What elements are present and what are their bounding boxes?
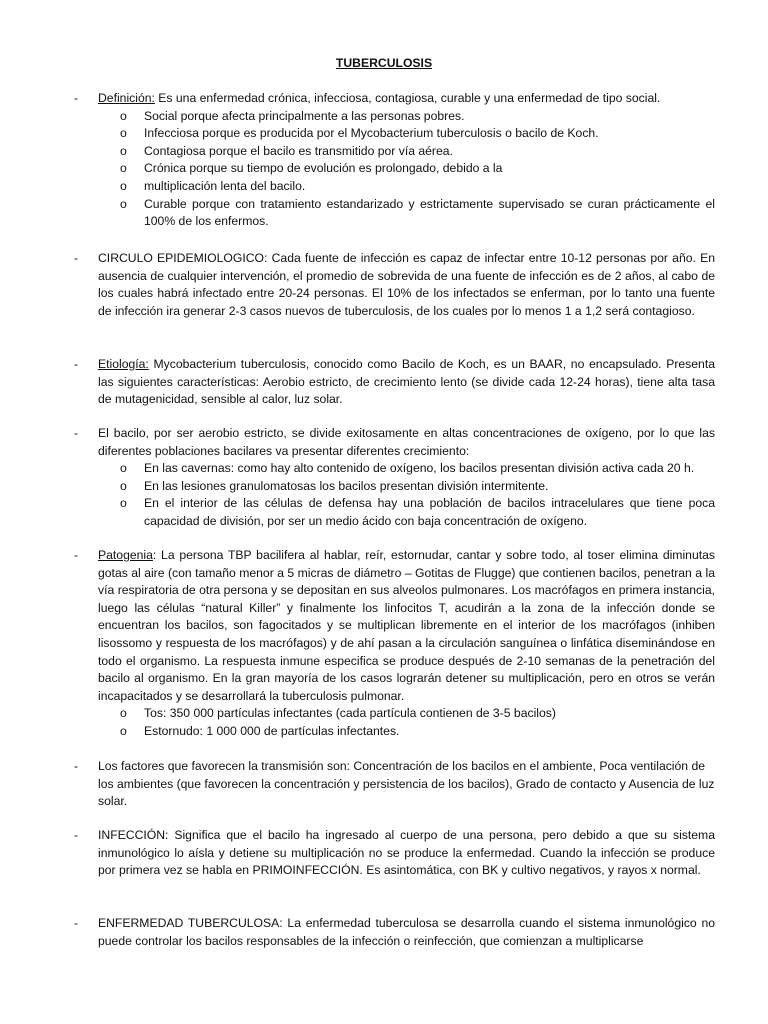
infeccion-paragraph: INFECCIÓN: Significa que el bacilo ha ingresado al cuerpo de una persona, pero debido a que su sistema inmunológico lo aísla y detiene su multiplicación no se produce la enfermedad. Cuando la infección se produce por primera vez se habla en PRIMOINFECCIÓN. Es asintomática, con BK y cultivo negativos, y rayos x normal.	[98, 828, 715, 878]
dash-marker: -	[74, 426, 79, 440]
circulo-paragraph: CIRCULO EPIDEMIOLOGICO: Cada fuente de infección es capaz de infectar entre 10-12 personas por año. En ausencia de cualquier intervención, el promedio de sobrevida de una fuente de infección es de 2 años, al cabo de los cuales habrá infectado entre 20-24 personas. El 10% de los infectados se enferman, por lo tanto una fuente de infección ira generar 2-3 casos nuevos de tuberculosis, de los cuales por lo menos 1 a 1,2 será contagioso.	[98, 251, 715, 318]
dash-marker: -	[74, 759, 79, 773]
bullet-marker: o	[120, 461, 127, 476]
list-item	[98, 705, 715, 723]
enfermedad-paragraph: ENFERMEDAD TUBERCULOSA: La enfermedad tuberculosa se desarrolla cuando el sistema inmunológico no puede controlar los bacilos responsables de la infección o reinfección, que comienzan a multiplicarse	[98, 916, 715, 948]
definicion-label: Definición:	[98, 91, 155, 105]
definicion-text: Es una enfermedad crónica, infecciosa, contagiosa, curable y una enfermedad de tipo social.	[154, 91, 661, 105]
list-item	[98, 495, 715, 530]
etiologia-label: Etiología:	[98, 357, 149, 371]
patogenia-label: Patogenia	[98, 548, 153, 562]
dash-marker: -	[74, 357, 79, 371]
section-etiologia	[74, 356, 715, 409]
list-item	[98, 460, 715, 478]
patogenia-text: : La persona TBP bacilifera al hablar, reír, estornudar, cantar y sobre todo, al toser elimina diminutas gotas al aire (con tamaño menor a 5 micras de diámetro – Gotitas de Flugge) que contienen bacilos, penetran a la vía respiratoria de otra persona y se depositan en sus alveolos pulmonares. Los macrófagos en primera instancia, luego las células “natural Killer” y finalmente los linfocitos T, acudirán a la zona de la infección donde se encuentran los bacilos, son fagocitados y se multiplican libremente en el interior de los macrófagos (inhiben lisossomo y respuesta de los macrófagos) y de ahí pasan a la circulación sanguínea o linfática diseminándose en todo el organismo. La respuesta inmune especifica se produce después de 2-10 semanas de la penetración del bacilo al organismo. En la gran mayoría de los casos lograrán detener su multiplicación, pero en otros se verán incapacitados y se desarrollará la tuberculosis pulmonar.	[98, 548, 715, 703]
bullet-marker: o	[120, 108, 127, 123]
section-bacilo	[74, 425, 715, 531]
list-item-text: En el interior de las células de defensa hay una población de bacilos intracelulares que tiene poca capacidad de división, por ser un medio ácido con baja concentración de oxígeno.	[144, 496, 715, 528]
dash-marker: -	[74, 916, 79, 930]
list-item-text: En las lesiones granulomatosas los bacilos presentan división intermitente.	[144, 478, 549, 493]
patogenia-paragraph	[98, 547, 715, 705]
bullet-marker: o	[120, 196, 127, 211]
list-item-text: Curable porque con tratamiento estandarizado y estrictamente supervisado se curan prácticamente el 100% de los enfermos.	[144, 196, 715, 229]
dash-marker: -	[74, 548, 79, 562]
bullet-marker: o	[120, 126, 127, 141]
list-item	[98, 178, 715, 196]
document-title: TUBERCULOSIS	[335, 56, 433, 70]
list-item	[98, 196, 715, 231]
list-item	[98, 125, 715, 143]
bullet-marker: o	[120, 161, 127, 176]
section-definicion	[74, 90, 715, 231]
dash-marker: -	[74, 91, 79, 105]
etiologia-paragraph	[98, 356, 715, 409]
section-patogenia	[74, 547, 715, 741]
bullet-marker: o	[120, 706, 127, 721]
dash-marker: -	[74, 828, 79, 842]
definicion-paragraph	[98, 90, 715, 108]
etiologia-text: Mycobacterium tuberculosis, conocido como Bacilo de Koch, es un BAAR, no encapsulado. Presenta las siguientes características: Aerobio estricto, de crecimiento lento (se divide cada 12-24 horas), tiene alta tasa de mutagenicidad, sensible al calor, luz solar.	[98, 357, 715, 407]
factores-paragraph: Los factores que favorecen la transmisión son: Concentración de los bacilos en el ambiente, Poca ventilación de los ambientes (que favorecen la concentración y persistencia de los bacilos), Grado de contacto y Ausencia de luz solar.	[98, 759, 715, 809]
list-item	[98, 108, 715, 126]
list-item	[98, 160, 715, 178]
definicion-list	[98, 108, 715, 231]
bacilo-paragraph: El bacilo, por ser aerobio estricto, se divide exitosamente en altas concentraciones de oxígeno, por lo que las diferentes poblaciones bacilares va presentar diferentes crecimiento:	[98, 426, 715, 458]
list-item-text: Estornudo: 1 000 000 de partículas infectantes.	[144, 723, 400, 738]
list-item	[98, 478, 715, 496]
section-factores	[74, 758, 715, 811]
list-item	[98, 723, 715, 741]
list-item-text: multiplicación lenta del bacilo.	[144, 178, 306, 193]
bullet-marker: o	[120, 496, 127, 511]
list-item-text: Tos: 350 000 partículas infectantes (cada partícula contienen de 3-5 bacilos)	[144, 706, 556, 721]
list-item-text: Infecciosa porque es producida por el Mycobacterium tuberculosis o bacilo de Koch.	[144, 126, 599, 141]
list-item-text: Social porque afecta principalmente a las personas pobres.	[144, 108, 465, 123]
bullet-marker: o	[120, 143, 127, 158]
list-item-text: Contagiosa porque el bacilo es transmitido por vía aérea.	[144, 143, 453, 158]
bullet-marker: o	[120, 478, 127, 493]
bullet-marker: o	[120, 723, 127, 738]
section-enfermedad-tuberculosa	[74, 915, 715, 950]
patogenia-list	[98, 705, 715, 740]
section-circulo-epidemiologico	[74, 250, 715, 320]
list-item-text: Crónica porque su tiempo de evolución es prolongado, debido a la	[144, 161, 503, 176]
dash-marker: -	[74, 251, 79, 265]
list-item-text: En las cavernas: como hay alto contenido de oxígeno, los bacilos presentan división activa cada 20 h.	[144, 461, 695, 476]
section-infeccion	[74, 827, 715, 880]
bacilo-list	[98, 460, 715, 530]
bullet-marker: o	[120, 178, 127, 193]
list-item	[98, 143, 715, 161]
